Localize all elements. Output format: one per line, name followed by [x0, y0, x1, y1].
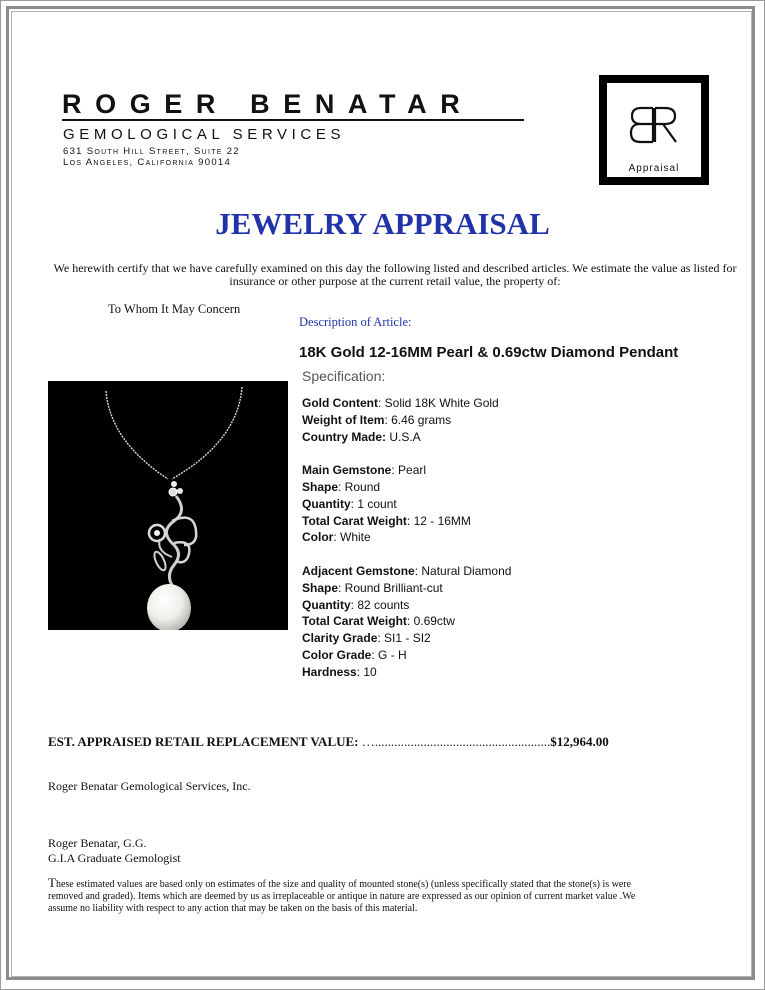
spec-row-adjacent-carat: Total Carat Weight: 0.69ctw [302, 614, 455, 629]
signature-company: Roger Benatar Gemological Services, Inc. [48, 779, 251, 793]
certification-text: We herewith certify that we have carefully examined on this day the following listed and described articles. We estimate the value as listed for insurance or other purpose at the current retail value, the property of: [53, 261, 737, 288]
spec-row-weight: Weight of Item: 6.46 grams [302, 412, 452, 427]
appraised-value-dots: …...................................................... [358, 734, 551, 749]
spec-row-main-carat: Total Carat Weight: 12 - 16MM [302, 513, 471, 528]
address-line-1: 631 South Hill Street, Suite 22 [63, 146, 240, 157]
article-title: 18K Gold 12-16MM Pearl & 0.69ctw Diamond Pendant [299, 344, 679, 361]
br-monogram-icon [629, 105, 679, 145]
specification-label: Specification: [302, 368, 386, 384]
disclaimer-text: hese estimated values are based only on estimates of the size and quality of mounted stone(s) (unless specifically stated that the stone(s) is were removed and graded). Items which are deemed by us as irreplaceable or antique in nature are expressed as our opinion of current market value .We assume no liability with respect to any action that may be taken on the basis of this material. [48, 879, 636, 914]
spec-row-clarity: Clarity Grade: SI1 - SI2 [302, 631, 431, 646]
spec-row-main-gemstone: Main Gemstone: Pearl [302, 463, 427, 478]
company-name: ROGER BENATAR [62, 89, 474, 119]
spec-row-adjacent-shape: Shape: Round Brilliant-cut [302, 580, 443, 595]
spec-row-color-grade: Color Grade: G - H [302, 647, 407, 662]
address-line-2: Los Angeles, California 90014 [63, 157, 232, 168]
appraised-value [48, 734, 609, 750]
spec-row-main-shape: Shape: Round [302, 479, 381, 494]
appraisal-logo [599, 75, 709, 185]
spec-row-main-quantity: Quantity: 1 count [302, 496, 397, 511]
spec-row-main-color: Color: White [302, 530, 371, 545]
spec-row-hardness: Hardness: 10 [302, 664, 377, 679]
company-name-underline [62, 119, 524, 121]
recipient: To Whom It May Concern [108, 302, 241, 316]
appraised-value-label: EST. APPRAISED RETAIL REPLACEMENT VALUE: [48, 734, 359, 749]
signer-title: G.I.A Graduate Gemologist [48, 851, 181, 865]
signer-name: Roger Benatar, G.G. [48, 836, 147, 850]
company-subtitle: GEMOLOGICAL SERVICES [63, 126, 346, 143]
spec-row-country: Country Made: U.S.A [302, 429, 421, 444]
specification-list [302, 395, 511, 681]
pendant-illustration [48, 381, 288, 630]
spec-row-adjacent-quantity: Quantity: 82 counts [302, 597, 410, 612]
description-label: Description of Article: [299, 315, 412, 329]
spec-row-adjacent-gemstone: Adjacent Gemstone: Natural Diamond [302, 563, 512, 578]
logo-caption: Appraisal [628, 163, 680, 174]
pendant-necklace-image [48, 381, 288, 630]
appraised-value-amount: $12,964.00 [550, 734, 609, 749]
spec-row-gold-content: Gold Content: Solid 18K White Gold [302, 396, 499, 410]
disclaimer-initial: T [48, 875, 56, 890]
document-title: JEWELRY APPRAISAL [215, 206, 550, 241]
disclaimer [48, 877, 638, 915]
